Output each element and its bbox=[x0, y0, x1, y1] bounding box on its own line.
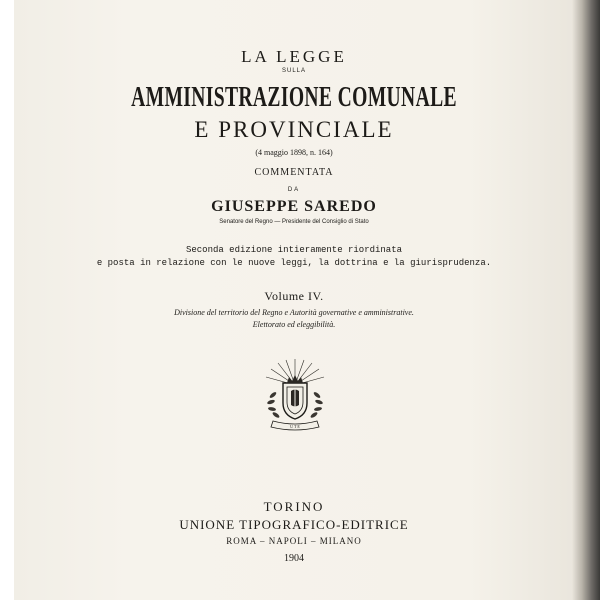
author-name: GIUSEPPE SAREDO bbox=[211, 198, 377, 215]
commentary-label: COMMENTATA bbox=[254, 167, 334, 178]
book-spine-shadow bbox=[572, 0, 600, 600]
edition-line-2: e posta in relazione con le nuove leggi, la dottrina e la giurisprudenza. bbox=[96, 258, 492, 268]
subject-line-2: Elettorato ed eleggibilità. bbox=[252, 320, 336, 329]
edition-line-1: Seconda edizione intieramente riordinata bbox=[185, 245, 403, 255]
law-reference: (4 maggio 1898, n. 164) bbox=[255, 148, 333, 157]
branch-cities: ROMA – NAPOLI – MILANO bbox=[226, 536, 362, 546]
main-title: AMMINISTRAZIONE COMUNALE bbox=[131, 82, 457, 113]
publication-year: 1904 bbox=[284, 553, 304, 564]
publisher-emblem-icon bbox=[259, 355, 331, 435]
subject-line-1: Divisione del territorio del Regno e Autorità governative e amministrative. bbox=[174, 308, 414, 317]
pre-title: LA LEGGE bbox=[241, 47, 347, 66]
title-connector: SULLA bbox=[281, 68, 306, 74]
volume-label: Volume IV. bbox=[264, 289, 324, 303]
title-page bbox=[14, 0, 582, 600]
subtitle: E PROVINCIALE bbox=[194, 117, 394, 142]
by-label: DA bbox=[287, 187, 301, 193]
publisher-name: UNIONE TIPOGRAFICO-EDITRICE bbox=[179, 517, 409, 532]
author-role: Senatore del Regno — Presidente del Consiglio di Stato bbox=[219, 219, 369, 225]
svg-text:U T E: U T E bbox=[290, 424, 300, 429]
imprint-city: TORINO bbox=[263, 499, 325, 514]
